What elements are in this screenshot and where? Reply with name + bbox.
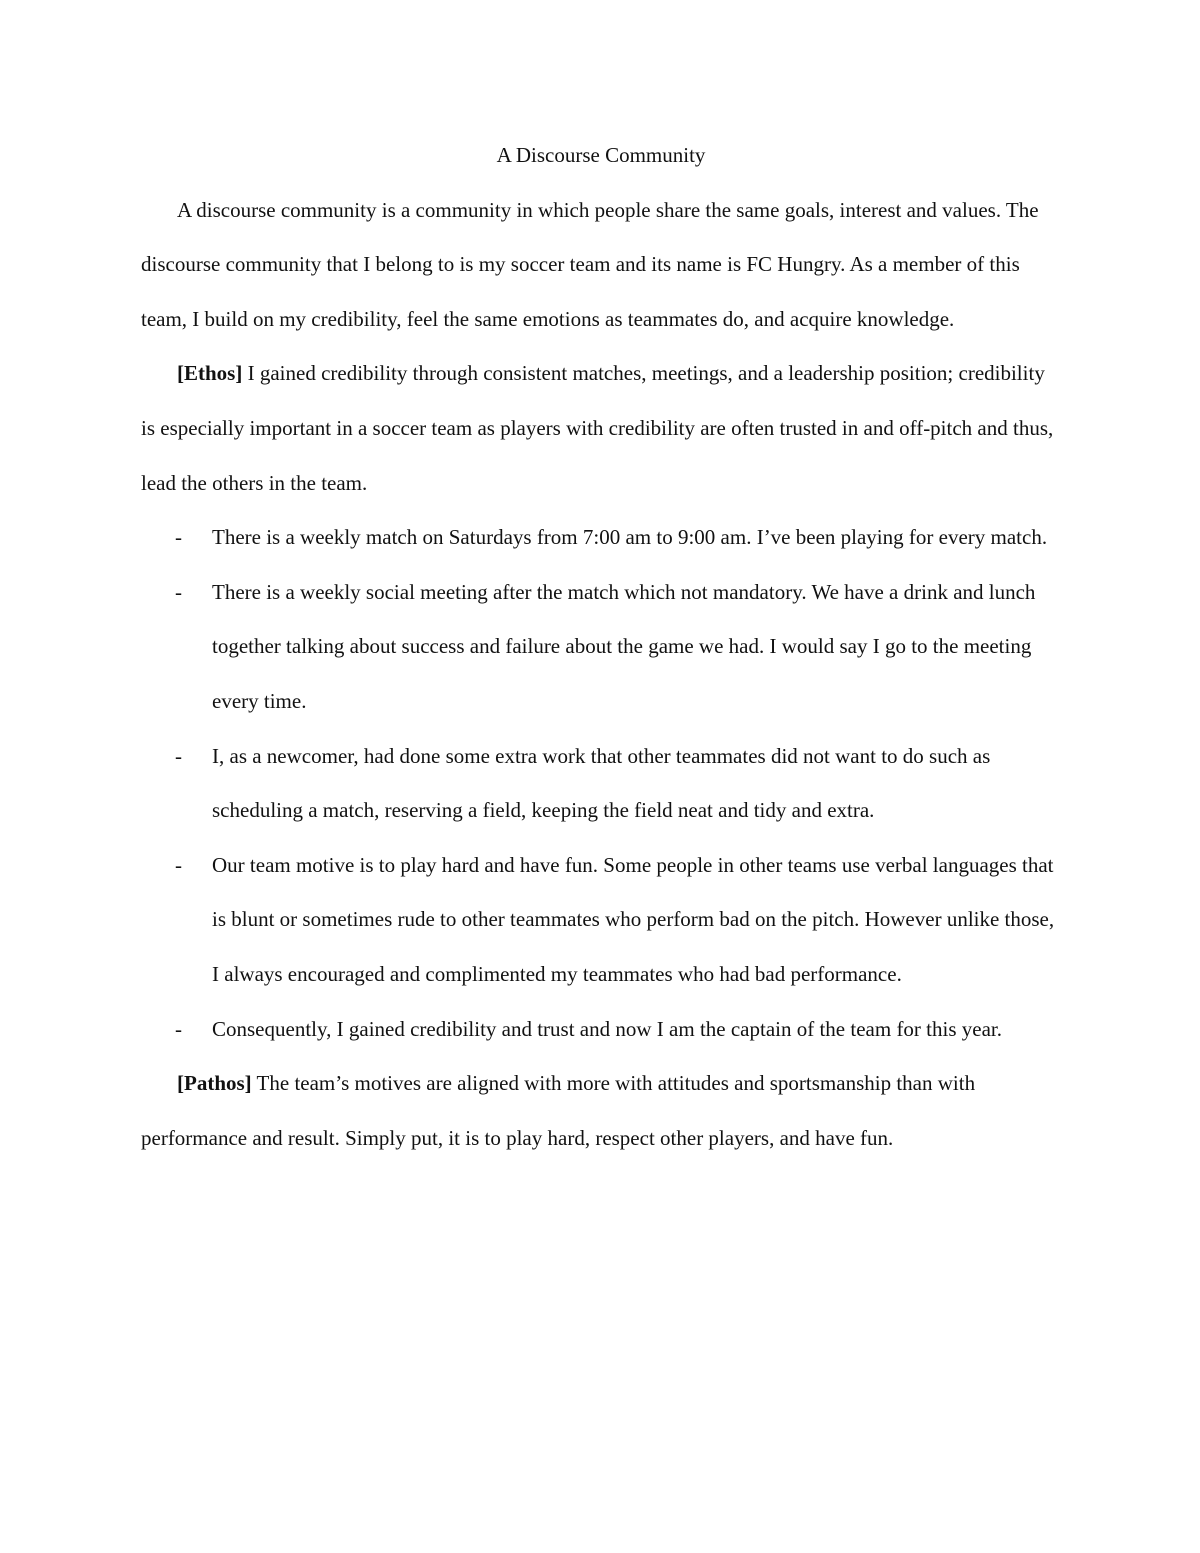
bullet-dash: - xyxy=(175,525,182,550)
bullet-dash: - xyxy=(175,852,182,877)
intro-paragraph: A discourse community is a community in which people share the same goals, interest and values. The discourse community that I belong to is my soccer team and its name is FC Hungry. As a member of this team, I build on my credibility, feel the same emotions as teammates do, and acquire knowledge. xyxy=(141,197,1039,331)
list-item-text: Our team motive is to play hard and have fun. Some people in other teams use verbal languages that is blunt or sometimes rude to other teammates who perform bad on the pitch. However unlike those, I always encouraged and complimented my teammates who had bad performance. xyxy=(212,852,1055,986)
bullet-dash: - xyxy=(175,579,182,604)
ethos-paragraph xyxy=(141,346,1061,510)
list-item-text: Consequently, I gained credibility and trust and now I am the captain of the team for this year. xyxy=(212,1016,1002,1041)
ethos-label: [Ethos] xyxy=(177,361,243,386)
list-item xyxy=(141,1002,1061,1057)
pathos-paragraph xyxy=(141,1056,1061,1165)
document-body xyxy=(141,128,1061,1165)
pathos-text: The team’s motives are aligned with more with attitudes and sportsmanship than with performance and result. Simply put, it is to play hard, respect other players, and have fun. xyxy=(141,1071,976,1150)
bullet-dash: - xyxy=(175,1016,182,1041)
list-item-text: There is a weekly social meeting after the match which not mandatory. We have a drink and lunch together talking about success and failure about the game we had. I would say I go to the meeting every time. xyxy=(212,579,1036,713)
list-item xyxy=(141,510,1061,565)
list-item xyxy=(141,729,1061,838)
bullet-dash: - xyxy=(175,743,182,768)
ethos-text: I gained credibility through consistent matches, meetings, and a leadership position; credibility is especially important in a soccer team as players with credibility are often trusted in and off-pitch and thus, lead the others in the team. xyxy=(141,361,1054,495)
pathos-label: [Pathos] xyxy=(177,1071,252,1096)
list-item xyxy=(141,838,1061,1002)
list-item xyxy=(141,565,1061,729)
document-title: A Discourse Community xyxy=(496,143,706,167)
list-item-text: There is a weekly match on Saturdays from 7:00 am to 9:00 am. I’ve been playing for every match. xyxy=(212,525,1048,550)
ethos-bullet-list xyxy=(141,510,1061,1056)
list-item-text: I, as a newcomer, had done some extra work that other teammates did not want to do such as scheduling a match, reserving a field, keeping the field neat and tidy and extra. xyxy=(212,743,991,823)
